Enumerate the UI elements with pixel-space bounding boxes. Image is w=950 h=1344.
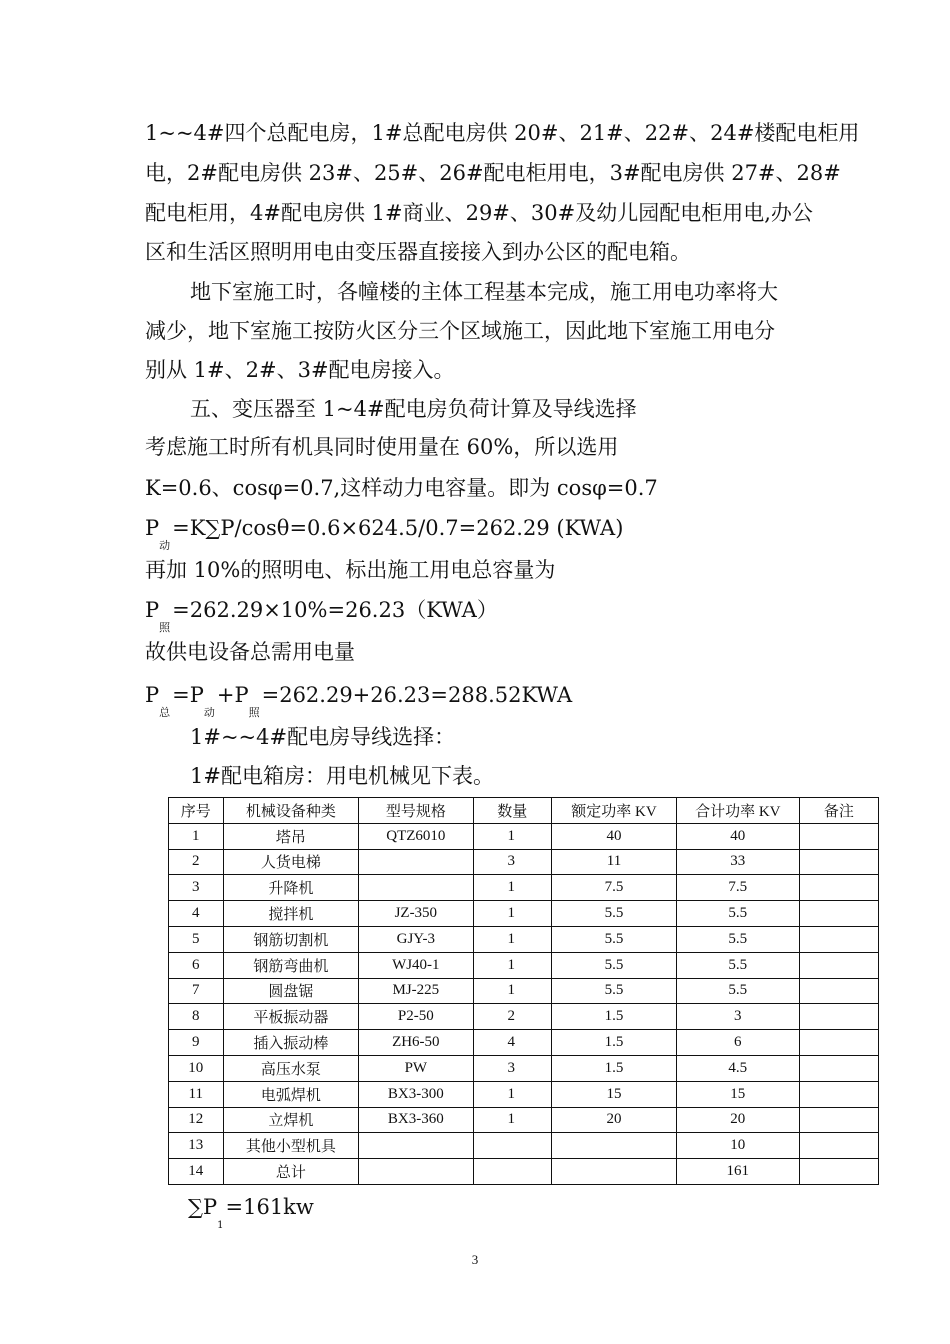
table-cell xyxy=(799,1159,878,1185)
table-cell: 5.5 xyxy=(676,978,799,1004)
table-cell: 1 xyxy=(473,823,552,849)
table-row xyxy=(169,901,879,927)
table-cell: 3 xyxy=(473,1055,552,1081)
table-cell: 钢筋切割机 xyxy=(223,926,359,952)
header-cell: 型号规格 xyxy=(359,798,473,824)
table-cell: 40 xyxy=(676,823,799,849)
table-cell: 7.5 xyxy=(676,875,799,901)
table-cell xyxy=(552,1133,677,1159)
table-cell: 总计 xyxy=(223,1159,359,1185)
table-row xyxy=(169,875,879,901)
table-cell: 4.5 xyxy=(676,1055,799,1081)
header-cell: 机械设备种类 xyxy=(223,798,359,824)
table-cell: MJ-225 xyxy=(359,978,473,1004)
table-cell xyxy=(359,1133,473,1159)
table-header-row xyxy=(169,798,879,824)
table-cell xyxy=(799,1004,878,1030)
table-cell: 13 xyxy=(169,1133,224,1159)
table-cell: 1 xyxy=(473,952,552,978)
table-cell: 立焊机 xyxy=(223,1107,359,1133)
line-10: K=0.6、cosφ=0.7,这样动力电容量。即为 cosφ=0.7 xyxy=(145,476,658,500)
table-cell: 8 xyxy=(169,1004,224,1030)
table-cell: PW xyxy=(359,1055,473,1081)
formula-p-zhao: $P_照=262.29\times 10\%=26.23(KWA)$ xyxy=(145,598,498,634)
table-cell: 5.5 xyxy=(552,926,677,952)
table-cell: WJ40-1 xyxy=(359,952,473,978)
table-cell: 搅拌机 xyxy=(223,901,359,927)
table-row xyxy=(169,823,879,849)
table-cell: 10 xyxy=(676,1133,799,1159)
line-2: 电，2#配电房供 23#、25#、26#配电柜用电，3#配电房供 27#、28# xyxy=(145,161,841,185)
table-cell: 9 xyxy=(169,1030,224,1056)
table-cell: QTZ6010 xyxy=(359,823,473,849)
table-cell: 6 xyxy=(169,952,224,978)
table-cell: 钢筋弯曲机 xyxy=(223,952,359,978)
table-cell: 4 xyxy=(473,1030,552,1056)
table-cell: 3 xyxy=(676,1004,799,1030)
sum-formula: $\sum P_1=161kw$ xyxy=(188,1195,314,1231)
table-cell: 1 xyxy=(473,901,552,927)
table-cell: 15 xyxy=(676,1081,799,1107)
table-cell xyxy=(799,1055,878,1081)
line-9: 考虑施工时所有机具同时使用量在 60%，所以选用 xyxy=(145,435,619,459)
table-cell: 10 xyxy=(169,1055,224,1081)
table-cell: 高压水泵 xyxy=(223,1055,359,1081)
table-cell xyxy=(473,1133,552,1159)
table-cell: 1 xyxy=(473,875,552,901)
table-cell: 11 xyxy=(552,849,677,875)
line-3: 配电柜用，4#配电房供 1#商业、29#、30#及幼儿园配电柜用电,办公 xyxy=(145,201,813,225)
table-cell: 7 xyxy=(169,978,224,1004)
table-row xyxy=(169,849,879,875)
table-cell: 15 xyxy=(552,1081,677,1107)
table-cell: 塔吊 xyxy=(223,823,359,849)
line-wire-selection: 1#~~4#配电房导线选择： xyxy=(190,725,456,749)
table-cell xyxy=(359,849,473,875)
table-row xyxy=(169,1133,879,1159)
table-cell: 5.5 xyxy=(552,901,677,927)
section-heading: 五、变压器至 1~4#配电房负荷计算及导线选择 xyxy=(190,397,637,421)
header-cell: 数量 xyxy=(473,798,552,824)
table-cell xyxy=(799,1107,878,1133)
table-cell: 2 xyxy=(169,849,224,875)
line-7: 别从 1#、2#、3#配电房接入。 xyxy=(145,358,455,382)
table-cell xyxy=(799,952,878,978)
table-cell xyxy=(359,1159,473,1185)
table-cell: 6 xyxy=(676,1030,799,1056)
table-cell: 5.5 xyxy=(676,926,799,952)
table-cell: 1 xyxy=(473,1107,552,1133)
table-cell: 14 xyxy=(169,1159,224,1185)
table-cell: 插入振动棒 xyxy=(223,1030,359,1056)
table-row xyxy=(169,1004,879,1030)
line-add-lighting: 再加 10%的照明电、标出施工用电总容量为 xyxy=(145,558,556,582)
table-cell: JZ-350 xyxy=(359,901,473,927)
table-cell: BX3-360 xyxy=(359,1107,473,1133)
table-cell xyxy=(799,823,878,849)
table-cell: 11 xyxy=(169,1081,224,1107)
table-cell xyxy=(799,1133,878,1159)
table-row xyxy=(169,1107,879,1133)
table-cell xyxy=(799,1081,878,1107)
table-cell xyxy=(799,1030,878,1056)
table-cell: 平板振动器 xyxy=(223,1004,359,1030)
table-cell: 5.5 xyxy=(676,901,799,927)
table-cell: 5.5 xyxy=(552,952,677,978)
table-row xyxy=(169,1081,879,1107)
formula-p-zong: $P_总=P_动+P_照=262.29+26.23=288.52KWA$ xyxy=(145,683,573,719)
table-cell xyxy=(799,901,878,927)
table-cell: 7.5 xyxy=(552,875,677,901)
header-cell: 序号 xyxy=(169,798,224,824)
table-cell: 20 xyxy=(552,1107,677,1133)
table-cell: 3 xyxy=(473,849,552,875)
table-cell: 33 xyxy=(676,849,799,875)
table-cell xyxy=(799,978,878,1004)
table-cell: 升降机 xyxy=(223,875,359,901)
header-cell: 备注 xyxy=(799,798,878,824)
line-6: 减少，地下室施工按防火区分三个区域施工，因此地下室施工用电分 xyxy=(145,319,775,343)
table-cell xyxy=(799,849,878,875)
table-cell: 4 xyxy=(169,901,224,927)
table-row xyxy=(169,1030,879,1056)
table-cell: 人货电梯 xyxy=(223,849,359,875)
table-cell: 40 xyxy=(552,823,677,849)
table-cell: ZH6-50 xyxy=(359,1030,473,1056)
table-cell: 1.5 xyxy=(552,1055,677,1081)
table-cell xyxy=(359,875,473,901)
table-cell: BX3-300 xyxy=(359,1081,473,1107)
table-cell xyxy=(552,1159,677,1185)
formula-p-dong: $P_动=K\sum P/\cos\theta=0.6\times 624.5/0.7=262.29$ (KWA) xyxy=(145,516,624,552)
table-cell: 20 xyxy=(676,1107,799,1133)
table-cell: P2-50 xyxy=(359,1004,473,1030)
line-4: 区和生活区照明用电由变压器直接接入到办公区的配电箱。 xyxy=(145,240,691,264)
table-row xyxy=(169,1159,879,1185)
table-cell: GJY-3 xyxy=(359,926,473,952)
line-box-room: 1#配电箱房：用电机械见下表。 xyxy=(190,764,494,788)
header-cell: 合计功率 KV xyxy=(676,798,799,824)
table-cell xyxy=(799,926,878,952)
table-cell: 12 xyxy=(169,1107,224,1133)
table-cell xyxy=(799,875,878,901)
header-cell: 额定功率 KV xyxy=(552,798,677,824)
table-cell: 2 xyxy=(473,1004,552,1030)
table-cell: 1 xyxy=(473,1081,552,1107)
table-row xyxy=(169,1055,879,1081)
table-cell: 1.5 xyxy=(552,1004,677,1030)
table-cell: 3 xyxy=(169,875,224,901)
table-cell: 5.5 xyxy=(676,952,799,978)
table-cell: 电弧焊机 xyxy=(223,1081,359,1107)
table-row xyxy=(169,926,879,952)
table-cell: 其他小型机具 xyxy=(223,1133,359,1159)
table-cell: 圆盘锯 xyxy=(223,978,359,1004)
table-cell: 5.5 xyxy=(552,978,677,1004)
equipment-table xyxy=(168,797,879,1185)
table-row xyxy=(169,952,879,978)
table-cell xyxy=(473,1159,552,1185)
table-cell: 1 xyxy=(473,978,552,1004)
table-cell: 1 xyxy=(169,823,224,849)
table-cell: 1.5 xyxy=(552,1030,677,1056)
page-number: 3 xyxy=(471,1252,479,1267)
table-cell: 161 xyxy=(676,1159,799,1185)
line-5: 地下室施工时，各幢楼的主体工程基本完成，施工用电功率将大 xyxy=(190,280,778,304)
line-total-demand: 故供电设备总需用电量 xyxy=(145,640,355,664)
table-row xyxy=(169,978,879,1004)
line-1: 1~~4#四个总配电房，1#总配电房供 20#、21#、22#、24#楼配电柜用 xyxy=(145,121,860,145)
table-cell: 5 xyxy=(169,926,224,952)
table-cell: 1 xyxy=(473,926,552,952)
